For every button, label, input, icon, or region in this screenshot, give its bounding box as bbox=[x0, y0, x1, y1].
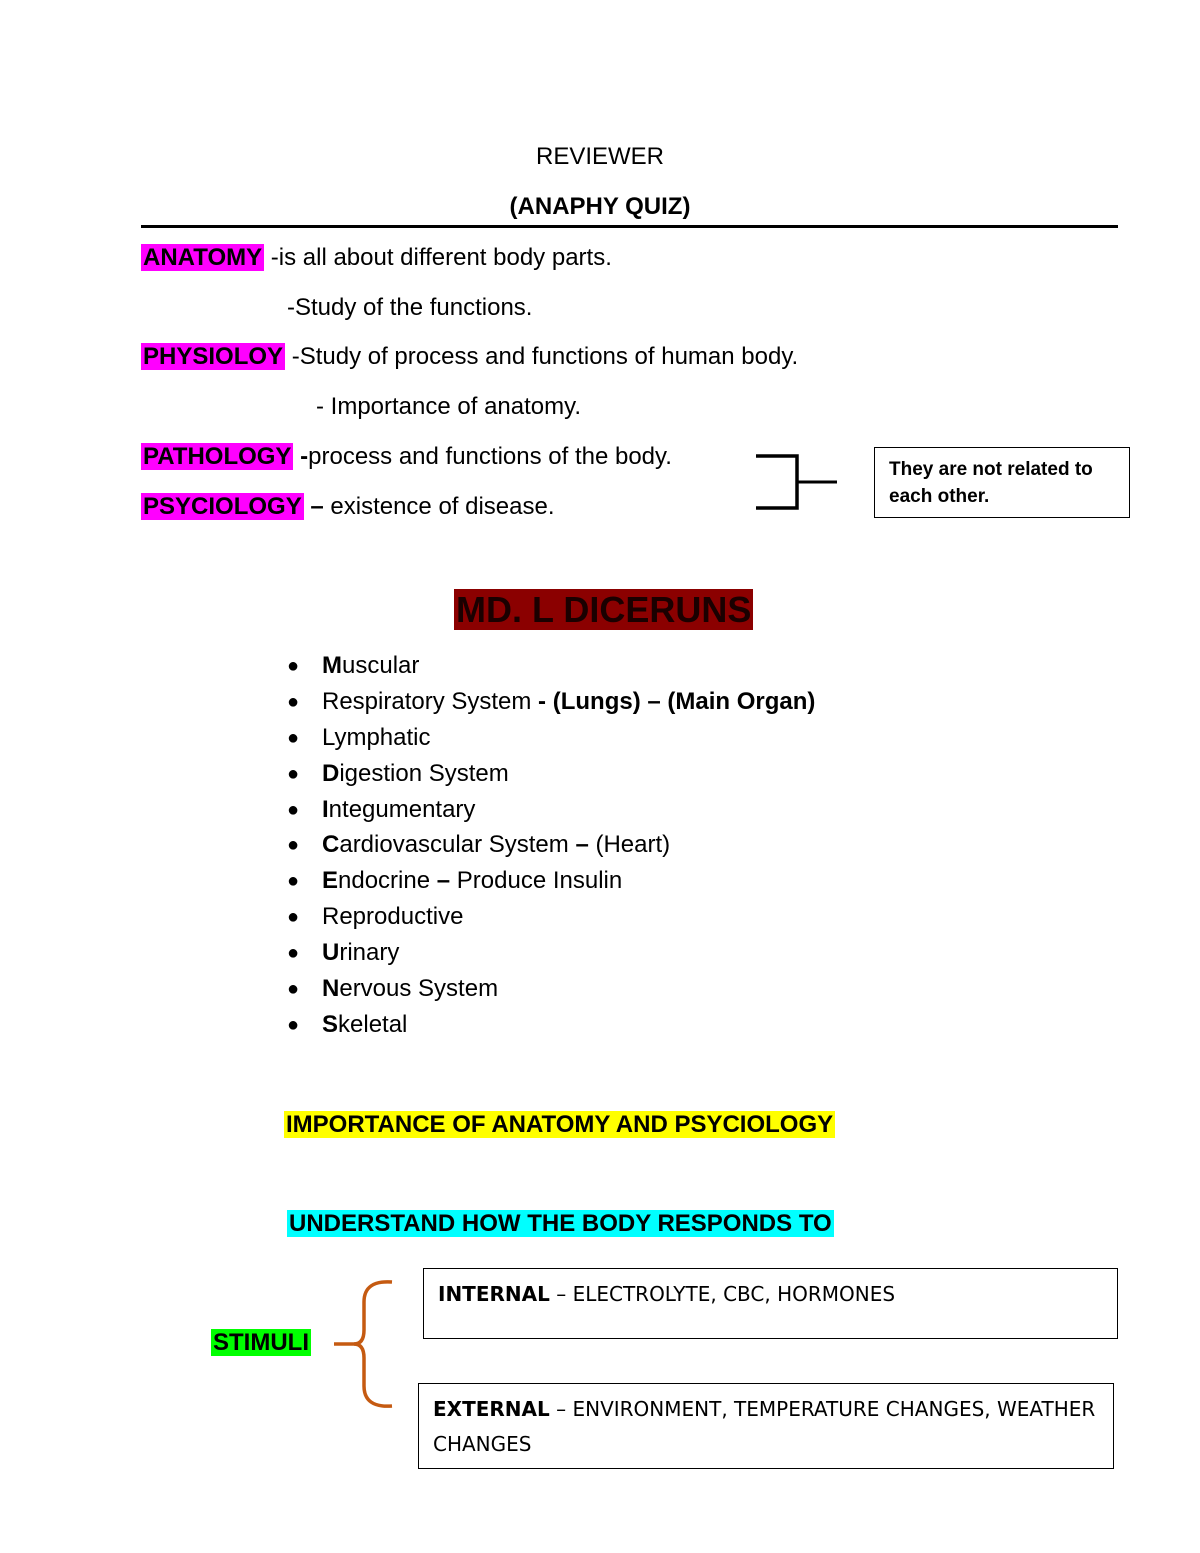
page-subtitle: (ANAPHY QUIZ) bbox=[509, 193, 691, 220]
internal-term: INTERNAL bbox=[438, 1282, 550, 1306]
bullet-icon: ● bbox=[287, 798, 300, 821]
list-item: ● Endocrine – Produce Insulin bbox=[287, 863, 815, 899]
physiology-term: PHYSIOLOY bbox=[143, 343, 284, 370]
note-box: They are not related to each other. bbox=[874, 447, 1130, 518]
bullet-icon: ● bbox=[287, 870, 300, 893]
bullet-icon: ● bbox=[287, 978, 300, 1001]
psyciology-dash: – bbox=[303, 493, 324, 520]
anatomy-term: ANATOMY bbox=[143, 244, 263, 271]
list-item: ● Cardiovascular System – (Heart) bbox=[287, 827, 815, 863]
bullet-icon: ● bbox=[287, 762, 300, 785]
anatomy-text: -is all about different body parts. bbox=[264, 244, 612, 271]
pathology-definition bbox=[141, 443, 672, 471]
bullet-icon: ● bbox=[287, 655, 300, 677]
psyciology-definition bbox=[141, 493, 555, 521]
list-item: ● Reproductive bbox=[287, 899, 815, 935]
bullet-icon: ● bbox=[287, 942, 300, 965]
physiology-definition bbox=[141, 343, 798, 371]
internal-stimuli-box bbox=[423, 1268, 1118, 1339]
mnemonic-heading-text: MD. L DICERUNS bbox=[456, 589, 752, 630]
curly-brace bbox=[330, 1278, 400, 1413]
bullet-icon: ● bbox=[287, 1013, 300, 1036]
list-item: ● Lymphatic bbox=[287, 720, 815, 756]
pathology-text: process and functions of the body. bbox=[308, 443, 672, 470]
bracket-connector bbox=[752, 447, 852, 517]
importance-heading: IMPORTANCE OF ANATOMY AND PSYCIOLOGY bbox=[286, 1111, 834, 1138]
stimuli-label: STIMULI bbox=[213, 1329, 309, 1356]
pathology-term: PATHOLOGY bbox=[143, 443, 292, 470]
bullet-icon: ● bbox=[287, 726, 300, 749]
list-item: ● Respiratory System - (Lungs) – (Main Organ) bbox=[287, 684, 815, 720]
list-item: ● Muscular bbox=[287, 648, 815, 684]
list-item: ● Integumentary bbox=[287, 792, 815, 828]
bullet-icon: ● bbox=[287, 834, 300, 857]
psyciology-term: PSYCIOLOGY bbox=[143, 493, 302, 520]
external-stimuli-box bbox=[418, 1383, 1114, 1469]
internal-text: – ELECTROLYTE, CBC, HORMONES bbox=[549, 1282, 896, 1306]
pathology-dash: - bbox=[293, 443, 309, 470]
external-text: – ENVIRONMENT, TEMPERATURE CHANGES, WEATHER CHANGES bbox=[433, 1397, 1096, 1456]
physiology-line2: - Importance of anatomy. bbox=[316, 393, 582, 420]
organ-systems-list bbox=[287, 648, 815, 1043]
header-divider bbox=[141, 225, 1118, 228]
list-item: ● Skeletal bbox=[287, 1007, 815, 1043]
psyciology-text: existence of disease. bbox=[323, 493, 555, 520]
list-item: ● Digestion System bbox=[287, 756, 815, 792]
bullet-icon: ● bbox=[287, 690, 300, 713]
list-item: ● Nervous System bbox=[287, 971, 815, 1007]
anatomy-line2: -Study of the functions. bbox=[287, 294, 533, 321]
page-title: REVIEWER bbox=[535, 143, 664, 170]
bullet-icon: ● bbox=[287, 906, 300, 929]
mnemonic-heading bbox=[454, 589, 753, 631]
responds-heading: UNDERSTAND HOW THE BODY RESPONDS TO bbox=[289, 1210, 832, 1237]
physiology-text: -Study of process and functions of human body. bbox=[285, 343, 799, 370]
list-item: ● Urinary bbox=[287, 935, 815, 971]
anatomy-definition bbox=[141, 244, 612, 272]
external-term: EXTERNAL bbox=[433, 1397, 550, 1421]
